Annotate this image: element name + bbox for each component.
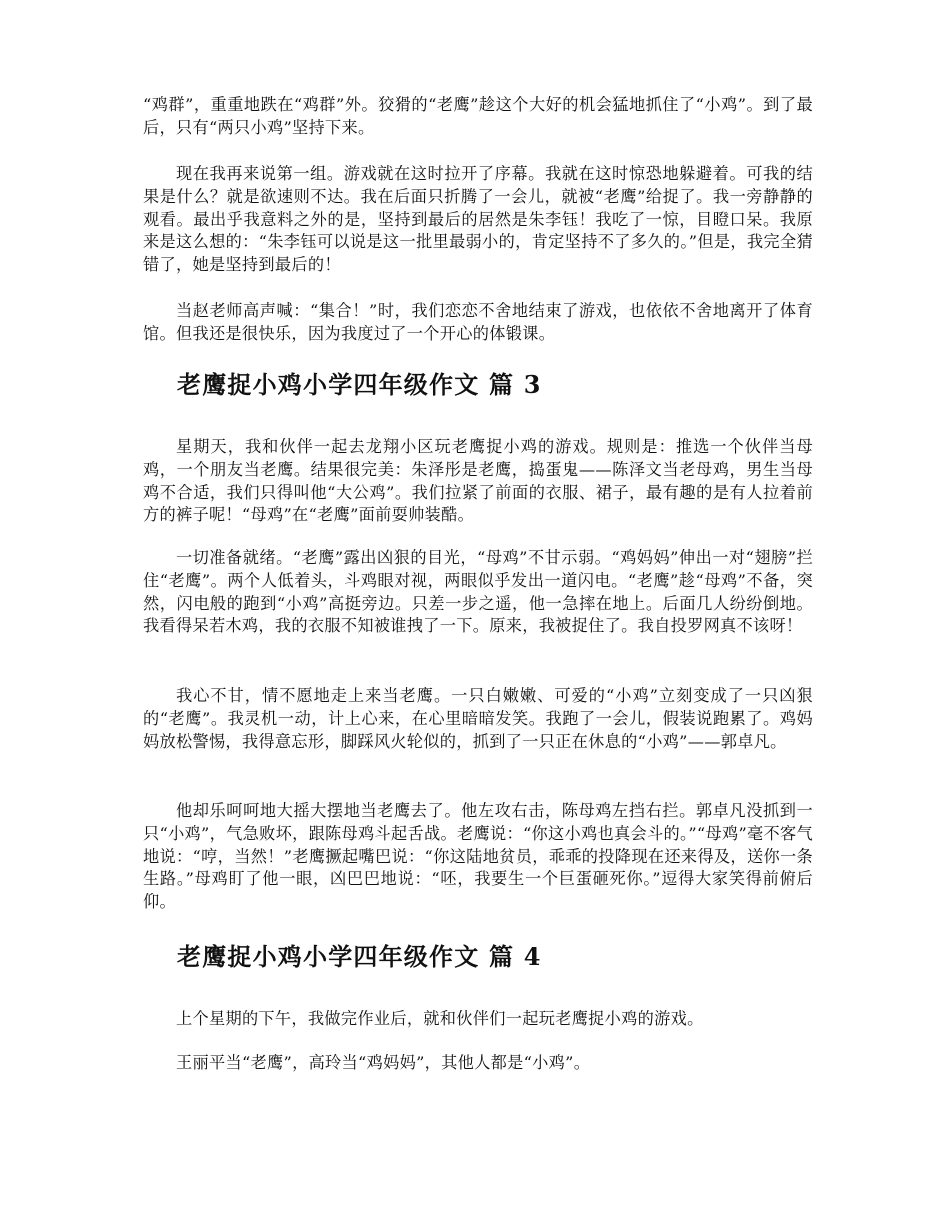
paragraph-continuation: “鸡群”，重重地跌在“鸡群”外。狡猾的“老鹰”趁这个大好的机会猛地抓住了“小鸡”。到了最后，只有“两只小鸡”坚持下来。 — [143, 95, 813, 137]
paragraph: 当赵老师高声喊：“集合！”时，我们恋恋不舍地结束了游戏，也依依不舍地离开了体育馆。但我还是很快乐，因为我度过了一个开心的体锻课。 — [143, 301, 813, 343]
paragraph: 上个星期的下午，我做完作业后，就和伙伴们一起玩老鹰捉小鸡的游戏。 — [176, 1009, 704, 1028]
paragraph: 星期天，我和伙伴一起去龙翔小区玩老鹰捉小鸡的游戏。规则是：推选一个伙伴当母鸡，一个朋友当老鹰。结果很完美：朱泽彤是老鹰，捣蛋鬼——陈泽文当老母鸡，男生当母鸡不合适，我们只得叫他“大公鸡”。我们拉紧了前面的衣服、裙子，最有趣的是有人拉着前方的裤子呢！“母鸡”在“老鹰”面前耍帅装酷。 — [143, 437, 813, 525]
paragraph: 王丽平当“老鹰”，高玲当“鸡妈妈”，其他人都是“小鸡”。 — [176, 1053, 591, 1072]
paragraph: 我心不甘，情不愿地走上来当老鹰。一只白嫩嫩、可爱的“小鸡”立刻变成了一只凶狠的“老鹰”。我灵机一动，计上心来，在心里暗暗发笑。我跑了一会儿，假装说跑累了。鸡妈妈放松警惕，我得意忘形，脚踩风火轮似的，抓到了一只正在休息的“小鸡”——郭卓凡。 — [143, 686, 813, 751]
paragraph: 现在我再来说第一组。游戏就在这时拉开了序幕。我就在这时惊恐地躲避着。可我的结果是什么？就是欲速则不达。我在后面只折腾了一会儿，就被“老鹰”给捉了。我一旁静静的观看。最出乎我意料之外的是，坚持到最后的居然是朱李钰！我吃了一惊，目瞪口呆。我原来是这么想的：“朱李钰可以说是这一批里最弱小的，肯定坚持不了多久的。”但是，我完全猜错了，她是坚持到最后的！ — [143, 164, 813, 275]
section-heading: 老鹰捉小鸡小学四年级作文 篇 3 — [177, 370, 542, 399]
section-heading: 老鹰捉小鸡小学四年级作文 篇 4 — [177, 942, 542, 971]
paragraph: 他却乐呵呵地大摇大摆地当老鹰去了。他左攻右击，陈母鸡左挡右拦。郭卓凡没抓到一只“小鸡”，气急败坏，跟陈母鸡斗起舌战。老鹰说：“你这小鸡也真会斗的。”“母鸡”毫不客气地说：“哼，当然！”老鹰撅起嘴巴说：“你这陆地贫员，乖乖的投降现在还来得及，送你一条生路。”母鸡盯了他一眼，凶巴巴地说：“呸，我要生一个巨蛋砸死你。”逗得大家笑得前俯后仰。 — [143, 801, 813, 912]
paragraph: 一切准备就绪。“老鹰”露出凶狠的目光，“母鸡”不甘示弱。“鸡妈妈”伸出一对“翅膀”拦住“老鹰”。两个人低着头，斗鸡眼对视，两眼似乎发出一道闪电。“老鹰”趁“母鸡”不备，突然，闪电般的跑到“小鸡”高挺旁边。只差一步之遥，他一急摔在地上。后面几人纷纷倒地。我看得呆若木鸡，我的衣服不知被谁拽了一下。原来，我被捉住了。我自投罗网真不该呀！ — [143, 548, 813, 636]
